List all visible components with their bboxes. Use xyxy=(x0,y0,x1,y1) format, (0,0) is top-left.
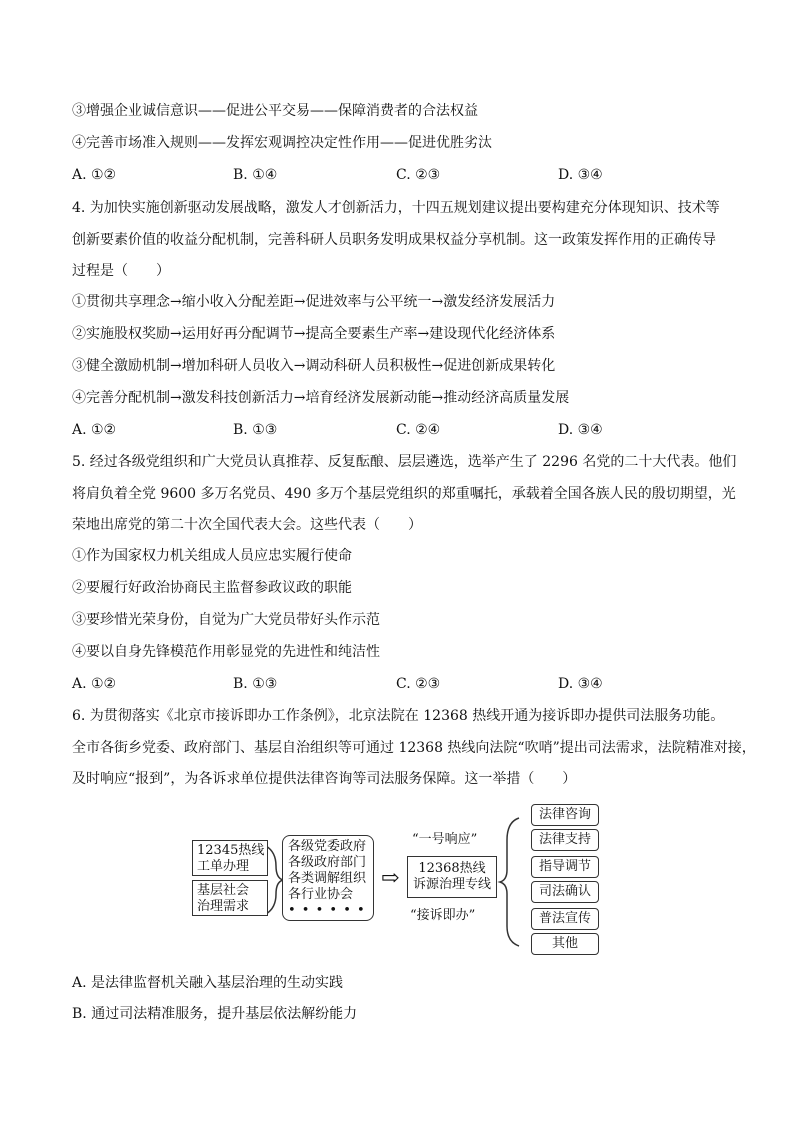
q4-stem-line-3: 过程是（ ） xyxy=(72,263,170,279)
q4-option-d[interactable]: D. ③④ xyxy=(558,422,603,438)
center-hotline-box xyxy=(407,856,497,898)
service-judicial-confirmation: 司法确认 xyxy=(531,881,599,903)
q4-stem-line-2: 创新要素价值的收益分配机制，完善科研人员职务发明成果权益分享机制。这一政策发挥作用的正确传导 xyxy=(72,232,716,248)
q5-option-a[interactable]: A. ①② xyxy=(72,676,117,692)
q5-option-c[interactable]: C. ②③ xyxy=(396,676,441,692)
orgs-box xyxy=(282,835,374,921)
q3-option-c[interactable]: C. ②③ xyxy=(396,167,441,183)
source-grassroots-line-2: 治理需求 xyxy=(197,899,250,914)
service-other: 其他 xyxy=(531,933,599,955)
q3-option-a[interactable]: A. ①② xyxy=(72,167,117,183)
q5-statement-3: ③要珍惜光荣身份，自觉为广大党员带好头作示范 xyxy=(72,612,380,628)
service-guidance-mediation: 指导调节 xyxy=(531,856,599,878)
center-hotline-line-1: 12368热线 xyxy=(418,861,486,876)
center-label-bottom: “接诉即办” xyxy=(410,908,476,923)
q6-stem-line-3: 及时响应“报到”，为各诉求单位提供法律咨询等司法服务保障。这一举措（ ） xyxy=(72,771,577,787)
q5-statement-1: ①作为国家权力机关组成人员应忠实履行使命 xyxy=(72,548,352,564)
q4-statement-3: ③健全激励机制→增加科研人员收入→调动科研人员积极性→促进创新成果转化 xyxy=(72,358,556,374)
hollow-arrow-icon: ⇨ xyxy=(381,866,400,891)
q6-option-b[interactable]: B. 通过司法精准服务，提升基层依法解纷能力 xyxy=(72,1006,358,1022)
center-label-top: “一号响应” xyxy=(412,832,478,847)
q5-stem-line-2: 将肩负着全党 9600 多万名党员、490 多万个基层党组织的郑重嘱托，承载着全国各族人民的殷切期望，光 xyxy=(72,486,736,502)
q4-option-b[interactable]: B. ①③ xyxy=(233,422,278,438)
q5-statement-4: ④要以自身先锋模范作用彰显党的先进性和纯洁性 xyxy=(72,644,380,660)
q5-stem-line-1: 5. 经过各级党组织和广大党员认真推荐、反复酝酿、层层遴选，选举产生了 2296 名党的二十大代表。他们 xyxy=(72,454,737,470)
q3-option-d[interactable]: D. ③④ xyxy=(558,167,603,183)
source-hotline-line-2: 工单办理 xyxy=(197,859,250,874)
source-hotline-line-1: 12345热线 xyxy=(197,843,265,858)
service-legal-publicity: 普法宣传 xyxy=(531,908,599,930)
q4-option-c[interactable]: C. ②④ xyxy=(396,422,441,438)
org-industry-associations: 各行业协会 xyxy=(288,887,354,902)
service-legal-consultation: 法律咨询 xyxy=(531,804,599,826)
q6-option-a[interactable]: A. 是法律监督机关融入基层治理的生动实践 xyxy=(72,975,344,991)
center-hotline-line-2: 诉源治理专线 xyxy=(412,877,491,892)
q5-option-b[interactable]: B. ①③ xyxy=(233,676,278,692)
right-brace-icon xyxy=(500,818,519,946)
q3-statement-4: ④完善市场准入规则——发挥宏观调控决定性作用——促进优胜劣汰 xyxy=(72,135,492,151)
q3-statement-3: ③增强企业诚信意识——促进公平交易——保障消费者的合法权益 xyxy=(72,103,478,119)
q3-option-b[interactable]: B. ①④ xyxy=(233,167,278,183)
q4-statement-2: ②实施股权奖励→运用好再分配调节→提高全要素生产率→建设现代化经济体系 xyxy=(72,326,556,342)
source-hotline-box xyxy=(192,840,268,876)
source-grassroots-line-1: 基层社会 xyxy=(197,883,250,898)
q6-stem-line-1: 6. 为贯彻落实《北京市接诉即办工作条例》，北京法院在 12368 热线开通为接诉即办提供司法服务功能。 xyxy=(72,708,725,724)
q4-statement-4: ④完善分配机制→激发科技创新活力→培育经济发展新动能→推动经济高质量发展 xyxy=(72,390,570,406)
left-brace-icon xyxy=(266,846,283,914)
q4-stem-line-1: 4. 为加快实施创新驱动发展战略，激发人才创新活力，十四五规划建议提出要构建充分体现知识、技术等 xyxy=(72,200,720,216)
service-legal-support: 法律支持 xyxy=(531,829,599,851)
org-mediation-organizations: 各类调解组织 xyxy=(288,871,367,886)
org-ellipsis: • • • • • • xyxy=(288,903,366,918)
org-party-committees: 各级党委政府 xyxy=(288,839,367,854)
q5-stem-line-3: 荣地出席党的第二十次全国代表大会。这些代表（ ） xyxy=(72,517,422,533)
source-grassroots-box xyxy=(192,880,268,916)
q6-stem-line-2: 全市各街乡党委、政府部门、基层自治组织等可通过 12368 热线向法院“吹哨”提出司法需求，法院精准对接， xyxy=(72,740,756,756)
q4-statement-1: ①贯彻共享理念→缩小收入分配差距→促进效率与公平统一→激发经济发展活力 xyxy=(72,294,556,310)
org-government-departments: 各级政府部门 xyxy=(288,855,367,870)
q5-statement-2: ②要履行好政治协商民主监督参政议政的职能 xyxy=(72,580,352,596)
q4-option-a[interactable]: A. ①② xyxy=(72,422,117,438)
q5-option-d[interactable]: D. ③④ xyxy=(558,676,603,692)
